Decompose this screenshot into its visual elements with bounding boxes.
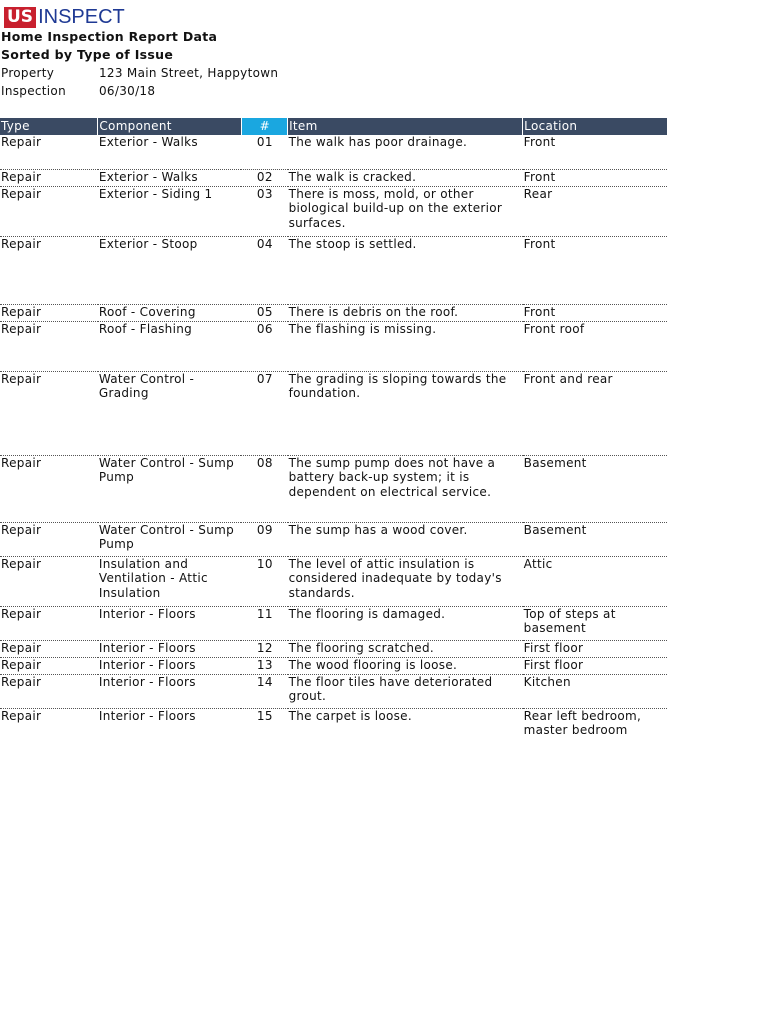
cell-location: Basement xyxy=(523,522,667,556)
cell-item: The grading is sloping towards the foundation. xyxy=(288,371,523,455)
header-location: Location xyxy=(523,118,667,135)
cell-type: Repair xyxy=(0,135,98,169)
table-row xyxy=(0,606,667,640)
cell-item: The wood flooring is loose. xyxy=(288,657,523,674)
cell-location: Top of steps at basement xyxy=(523,606,667,640)
cell-type: Repair xyxy=(0,169,98,186)
table-row xyxy=(0,657,667,674)
header-component: Component xyxy=(98,118,241,135)
cell-component: Roof - Covering xyxy=(98,304,241,321)
cell-type: Repair xyxy=(0,455,98,522)
cell-location: Front xyxy=(523,304,667,321)
cell-location: Rear left bedroom, master bedroom xyxy=(523,708,642,737)
cell-component: Interior - Floors xyxy=(98,708,196,723)
table-row xyxy=(0,640,667,657)
cell-item: The level of attic insulation is considered inadequate by today's standards. xyxy=(288,556,523,606)
us-inspect-logo xyxy=(4,6,125,28)
cell-type: Repair xyxy=(0,236,98,304)
cell-type: Repair xyxy=(0,304,98,321)
cell-item: The walk is cracked. xyxy=(288,169,523,186)
table-header-row xyxy=(0,118,667,135)
table-row xyxy=(0,304,667,321)
cell-number: 11 xyxy=(241,606,287,640)
cell-type: Repair xyxy=(0,606,98,640)
cell-type: Repair xyxy=(0,674,98,708)
property-label: Property xyxy=(1,66,55,80)
inspection-value: 06/30/18 xyxy=(99,84,156,98)
table-row xyxy=(0,371,667,455)
cell-item: There is moss, mold, or other biological build-up on the exterior surfaces. xyxy=(288,186,523,236)
cell-location: Basement xyxy=(523,455,667,522)
cell-location: First floor xyxy=(523,657,667,674)
cell-number: 15 xyxy=(256,708,273,723)
cell-component: Exterior - Walks xyxy=(98,169,241,186)
cell-item: The flooring scratched. xyxy=(288,640,523,657)
table-row xyxy=(0,169,667,186)
cell-component: Water Control - Sump Pump xyxy=(98,455,241,522)
cell-type: Repair xyxy=(0,371,98,455)
cell-number: 01 xyxy=(241,135,287,169)
cell-item: The flooring is damaged. xyxy=(288,606,523,640)
cell-component: Water Control - Sump Pump xyxy=(98,522,241,556)
cell-item: The floor tiles have deteriorated grout. xyxy=(288,674,523,708)
property-row xyxy=(1,66,278,80)
header-number: # xyxy=(241,118,287,135)
cell-item: The carpet is loose. xyxy=(288,708,412,723)
property-value: 123 Main Street, Happytown xyxy=(99,66,279,80)
cell-item: There is debris on the roof. xyxy=(288,304,523,321)
header-item: Item xyxy=(288,118,523,135)
cell-component: Interior - Floors xyxy=(98,674,241,708)
report-table xyxy=(0,118,667,738)
table-row xyxy=(0,236,667,304)
report-title: Home Inspection Report Data xyxy=(1,29,218,44)
logo-us-mark: US xyxy=(4,7,36,28)
cell-item: The flashing is missing. xyxy=(288,321,523,371)
table-row xyxy=(0,455,667,522)
cell-component: Interior - Floors xyxy=(98,606,241,640)
cell-component: Exterior - Walks xyxy=(98,135,241,169)
cell-component: Insulation and Ventilation - Attic Insulation xyxy=(98,556,241,606)
inspection-label: Inspection xyxy=(1,84,66,98)
table-row xyxy=(0,135,667,169)
cell-location: Kitchen xyxy=(523,674,667,708)
cell-number: 05 xyxy=(241,304,287,321)
table-row xyxy=(0,556,667,606)
logo-inspect-text: INSPECT xyxy=(38,5,125,28)
table-row xyxy=(0,708,667,738)
cell-number: 08 xyxy=(241,455,287,522)
cell-location: Front xyxy=(523,135,667,169)
cell-location: Front xyxy=(523,169,667,186)
cell-number: 12 xyxy=(241,640,287,657)
cell-type: Repair xyxy=(0,657,98,674)
cell-item: The walk has poor drainage. xyxy=(288,135,523,169)
table-row xyxy=(0,522,667,556)
header-type: Type xyxy=(0,118,98,135)
cell-number: 06 xyxy=(241,321,287,371)
cell-location: Attic xyxy=(523,556,667,606)
cell-component: Roof - Flashing xyxy=(98,321,241,371)
cell-type: Repair xyxy=(0,186,98,236)
table-row xyxy=(0,674,667,708)
cell-item: The stoop is settled. xyxy=(288,236,523,304)
cell-component: Exterior - Siding 1 xyxy=(98,186,241,236)
cell-component: Interior - Floors xyxy=(98,640,241,657)
cell-location: Front roof xyxy=(523,321,667,371)
cell-component: Water Control - Grading xyxy=(98,371,241,455)
cell-number: 07 xyxy=(241,371,287,455)
cell-number: 04 xyxy=(241,236,287,304)
cell-component: Interior - Floors xyxy=(98,657,241,674)
inspection-row xyxy=(1,84,155,98)
cell-location: Rear xyxy=(523,186,667,236)
cell-number: 14 xyxy=(241,674,287,708)
cell-component: Exterior - Stoop xyxy=(98,236,241,304)
cell-type: Repair xyxy=(0,556,98,606)
cell-location: Front and rear xyxy=(523,371,667,455)
cell-item: The sump has a wood cover. xyxy=(288,522,523,556)
cell-number: 10 xyxy=(241,556,287,606)
table-row xyxy=(0,186,667,236)
report-subtitle: Sorted by Type of Issue xyxy=(1,47,174,62)
cell-location: Front xyxy=(523,236,667,304)
cell-number: 13 xyxy=(241,657,287,674)
cell-type: Repair xyxy=(0,321,98,371)
cell-type: Repair xyxy=(1,708,42,723)
cell-location: First floor xyxy=(523,640,667,657)
cell-number: 03 xyxy=(241,186,287,236)
cell-number: 09 xyxy=(241,522,287,556)
cell-type: Repair xyxy=(0,640,98,657)
cell-item: The sump pump does not have a battery back-up system; it is dependent on electrical service. xyxy=(288,455,523,522)
table-row xyxy=(0,321,667,371)
cell-number: 02 xyxy=(241,169,287,186)
cell-type: Repair xyxy=(0,522,98,556)
